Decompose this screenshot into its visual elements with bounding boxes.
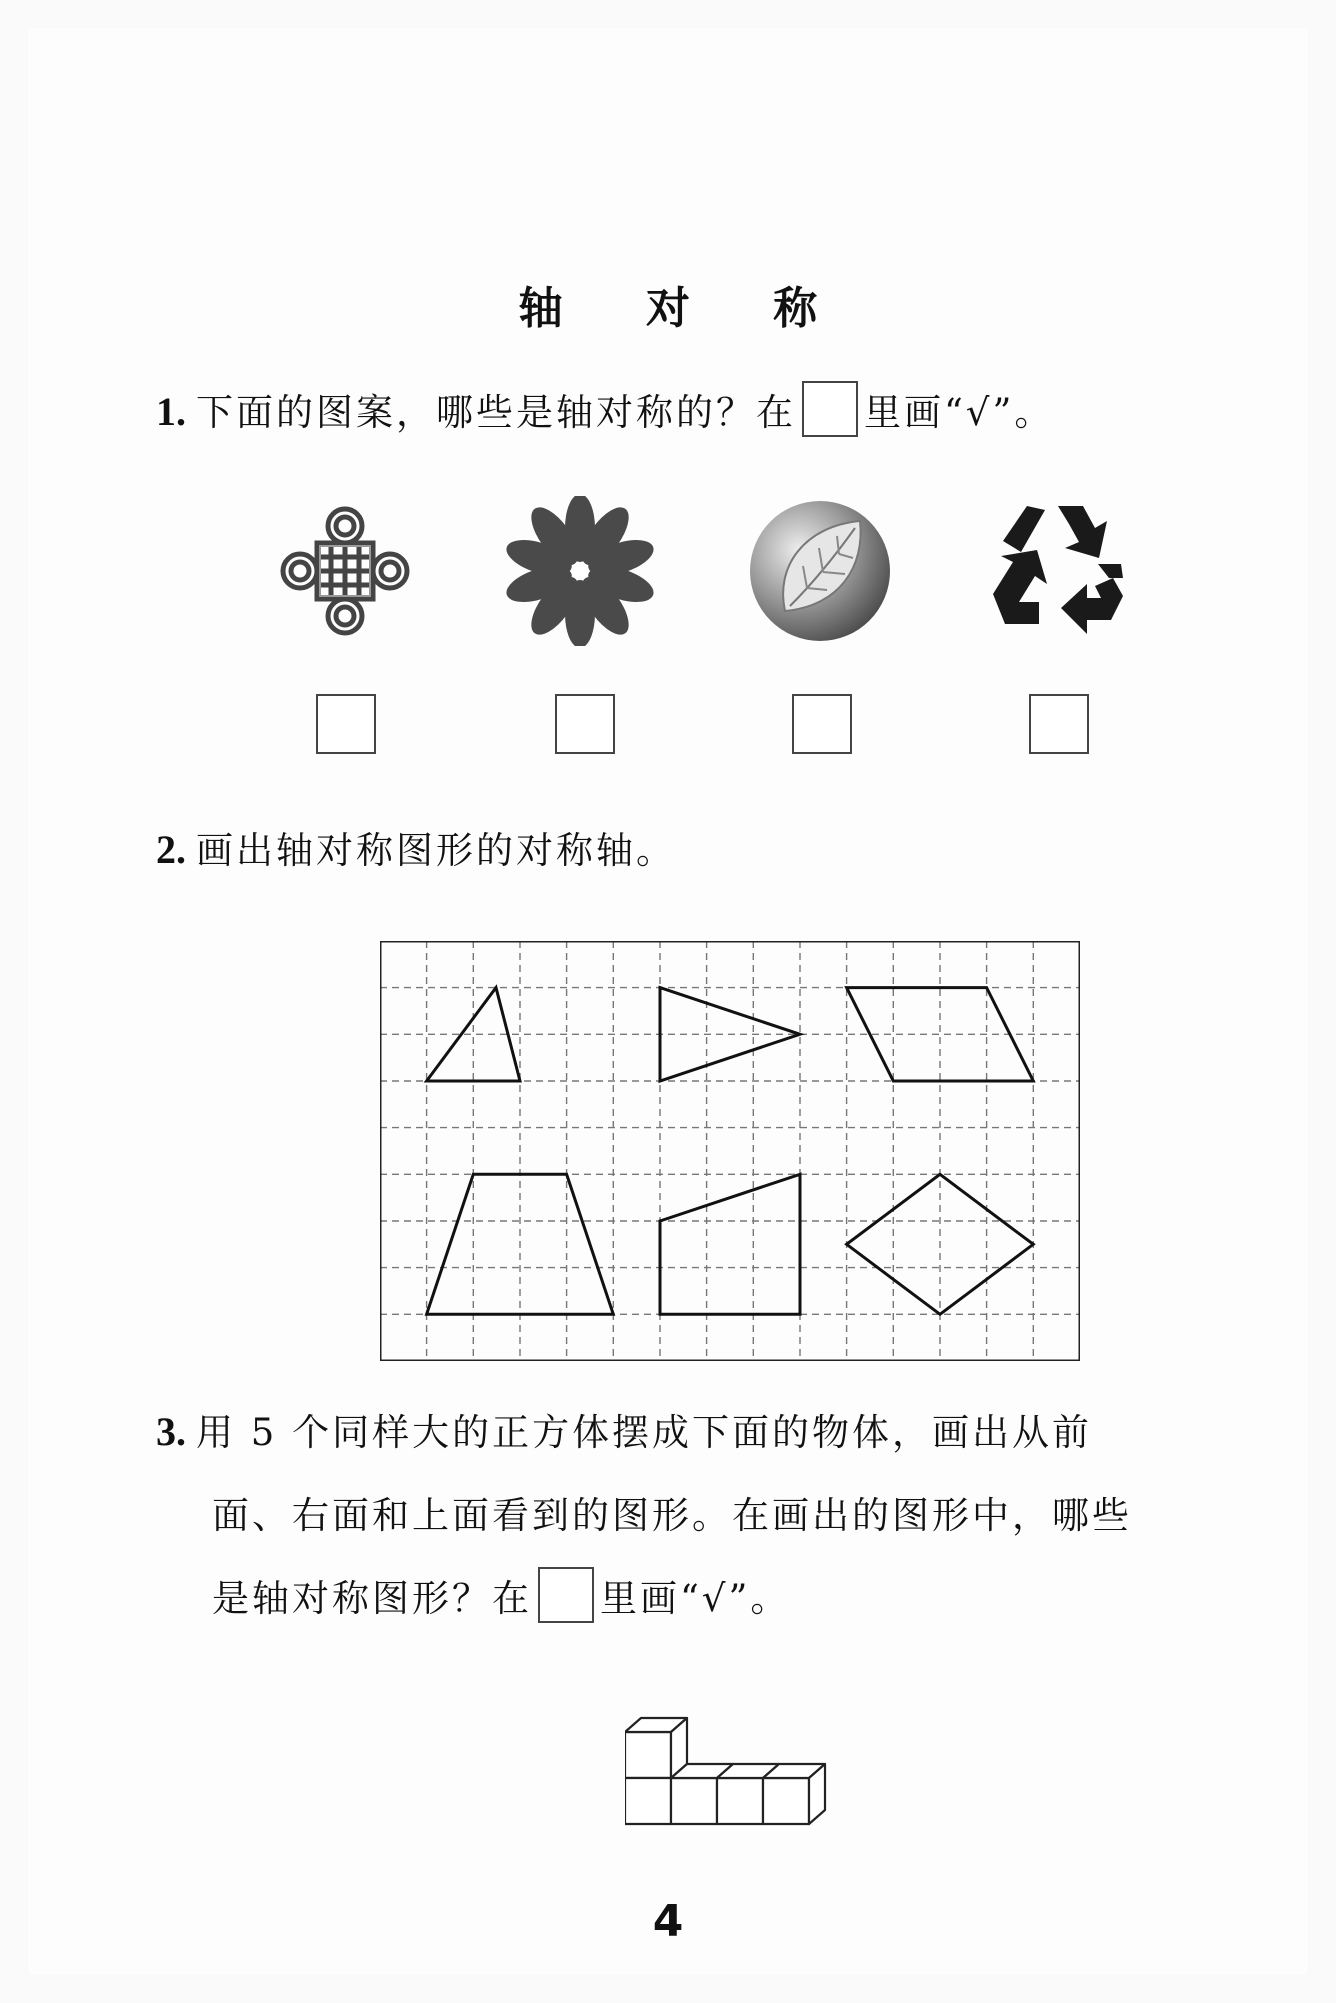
question-2 <box>156 808 676 892</box>
question-2-text: 画出轴对称图形的对称轴。 <box>196 829 676 872</box>
question-3-line-3-end: 里画“√”。 <box>600 1577 791 1620</box>
question-2-number: 2. <box>156 827 186 872</box>
question-1-number: 1. <box>156 389 186 434</box>
inline-checkbox-sample <box>802 381 858 437</box>
flower-icon <box>505 496 655 646</box>
shape-grid <box>380 941 1080 1365</box>
question-1-text: 下面的图案，哪些是轴对称的？在 <box>196 391 796 434</box>
leaf-globe-icon <box>745 496 895 646</box>
question-3-line-3: 是轴对称图形？在 <box>212 1577 532 1620</box>
answer-checkbox-knot[interactable] <box>316 694 376 754</box>
chinese-knot-icon <box>270 496 420 646</box>
question-1-text-end: 里画“√”。 <box>864 391 1055 434</box>
answer-checkbox-leaf[interactable] <box>792 694 852 754</box>
inline-checkbox-sample-2 <box>538 1567 594 1623</box>
answer-checkbox-flower[interactable] <box>555 694 615 754</box>
question-1 <box>156 370 1054 454</box>
worksheet-page <box>28 28 1308 1975</box>
answer-checkbox-recycle[interactable] <box>1029 694 1089 754</box>
question-3-number: 3. <box>156 1409 186 1454</box>
recycle-icon <box>983 496 1133 646</box>
shape-right-trapezoid <box>660 1174 800 1314</box>
question-3 <box>156 1390 1132 1640</box>
page-number: 4 <box>652 1896 684 1947</box>
question-3-line-2: 面、右面和上面看到的图形。在画出的图形中，哪些 <box>212 1494 1132 1537</box>
page-title: 轴 对 称 <box>518 283 852 334</box>
question-3-line-1: 用 5 个同样大的正方体摆成下面的物体，画出从前 <box>196 1411 1093 1454</box>
cube-figure <box>625 1716 835 1845</box>
